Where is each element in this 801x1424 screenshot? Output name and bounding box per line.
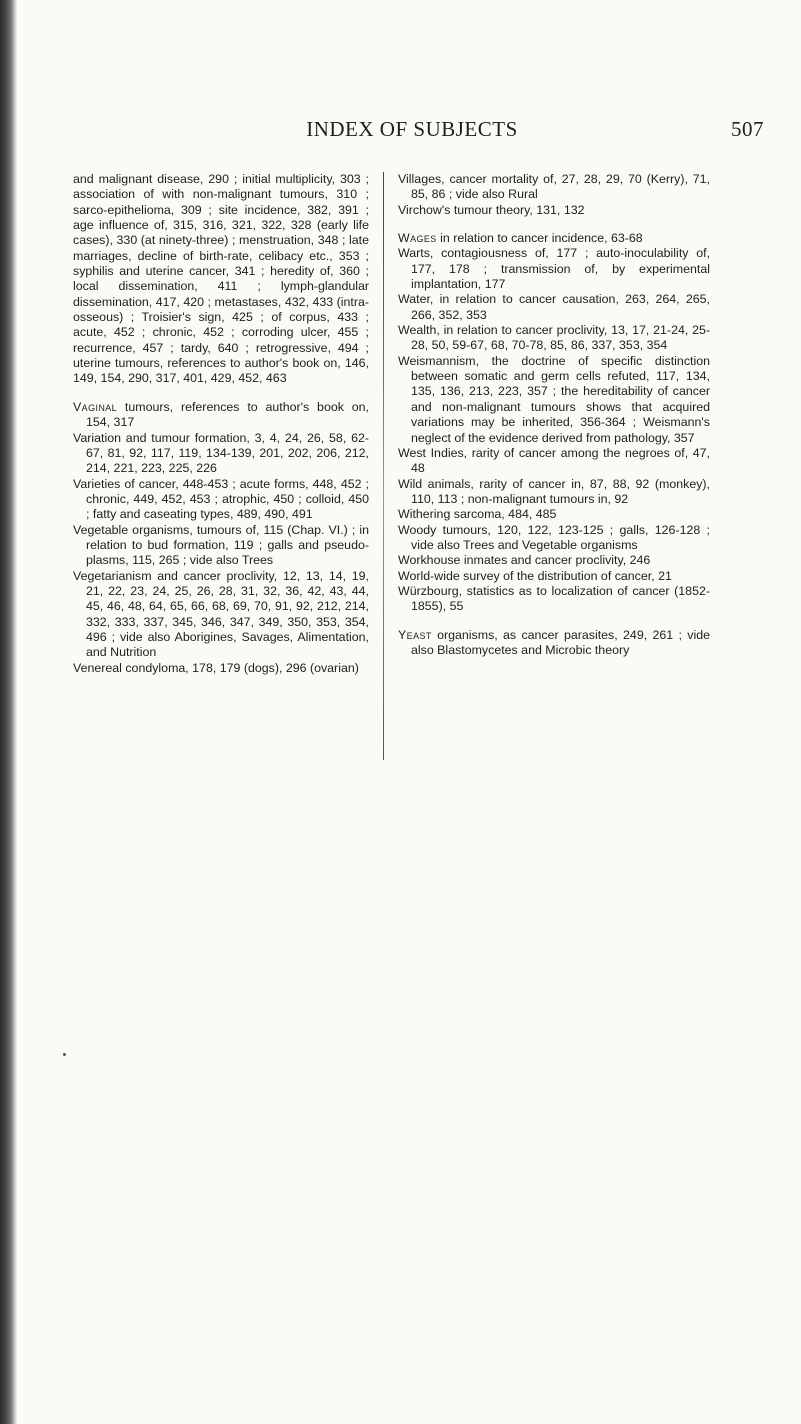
index-entry: Vegetable organisms, tumours of, 115 (Chap. VI.) ; in relation to bud formation, 119 ; galls and pseudo-plasms, 115, 265 ; vide also Trees — [73, 522, 369, 568]
index-entry: Villages, cancer mortality of, 27, 28, 29, 70 (Kerry), 71, 85, 86 ; vide also Rural — [398, 172, 710, 202]
letter-section-head: Yeast — [398, 627, 432, 642]
index-entry: Wealth, in relation to cancer proclivity, 13, 17, 21-24, 25-28, 50, 59-67, 68, 70-78, 85, 86, 337, 353, 354 — [398, 323, 710, 353]
index-column-left — [73, 172, 369, 676]
index-entry: Variation and tumour formation, 3, 4, 24, 26, 58, 62-67, 81, 92, 117, 119, 134-139, 201, 202, 206, 212, 214, 221, 223, 225, 226 — [73, 430, 369, 476]
index-entry: Withering sarcoma, 484, 485 — [398, 507, 557, 522]
index-column-right — [398, 172, 710, 658]
index-entry: Yeast organisms, as cancer parasites, 249, 261 ; vide also Blastomycetes and Microbic theory — [398, 627, 710, 657]
index-entry: and malignant disease, 290 ; initial multiplicity, 303 ; association of with non-malignant tumours, 310 ; sarco-epithelioma, 309 ; site incidence, 382, 391 ; age influence of, 315, 316, 321, 322, 328 (early life cases), 330 (at ninety-three) ; menstruation, 348 ; late marriages, decline of birth-rate, celibacy etc., 353 ; syphilis and uterine cancer, 341 ; heredity of, 360 ; local dissemination, 411 ; lymph-glandular dissemination, 417, 420 ; metastases, 432, 433 (intra-osseous) ; Troisier's sign, 425 ; of corpus, 433 ; acute, 452 ; chronic, 452 ; corroding ulcer, 455 ; recurrence, 457 ; tardy, 640 ; retrogressive, 494 ; uterine tumours, references to author's book on, 146, 149, 154, 290, 317, 401, 429, 452, 463 — [73, 172, 369, 386]
index-entry: Varieties of cancer, 448-453 ; acute forms, 448, 452 ; chronic, 449, 452, 453 ; atrophic, 450 ; colloid, 450 ; fatty and caseating types, 489, 490, 491 — [73, 476, 369, 522]
print-speck — [63, 1053, 66, 1056]
letter-section-head: Vaginal — [73, 399, 118, 414]
index-entry: Workhouse inmates and cancer proclivity, 246 — [398, 553, 651, 568]
page-number: 507 — [731, 117, 764, 141]
index-entry: Venereal condyloma, 178, 179 (dogs), 296 (ovarian) — [73, 660, 359, 675]
index-entry: Woody tumours, 120, 122, 123-125 ; galls, 126-128 ; vide also Trees and Vegetable organisms — [398, 522, 710, 552]
index-entry: Vaginal tumours, references to author's book on, 154, 317 — [73, 399, 369, 430]
index-entry: Water, in relation to cancer causation, 263, 264, 265, 266, 352, 353 — [398, 292, 710, 322]
index-entry: Wild animals, rarity of cancer in, 87, 88, 92 (monkey), 110, 113 ; non-malignant tumours in, 92 — [398, 476, 710, 506]
running-title: INDEX OF SUBJECTS — [306, 117, 518, 141]
column-divider — [383, 172, 384, 760]
index-entry: West Indies, rarity of cancer among the negroes of, 47, 48 — [398, 445, 710, 476]
index-entry: Virchow's tumour theory, 131, 132 — [398, 202, 585, 217]
page-header — [60, 117, 764, 147]
index-entry: Wages in relation to cancer incidence, 63-68 — [398, 231, 643, 246]
page-binding-edge — [0, 0, 17, 1424]
index-entry: Vegetarianism and cancer proclivity, 12, 13, 14, 19, 21, 22, 23, 24, 25, 26, 28, 31, 32, 36, 42, 43, 44, 45, 46, 48, 64, 65, 66, 68, 69, 70, 91, 92, 212, 214, 332, 333, 337, 345, 346, 347, 349, 350, 353, 354, 496 ; vide also Aborigines, Savages, Alimentation, and Nutrition — [73, 568, 369, 660]
index-entry: Weismannism, the doctrine of specific distinction between somatic and germ cells refuted, 117, 134, 135, 136, 213, 223, 357 ; the hereditability of cancer and non-malignant tumours shows that acquired variations may be inherited, 356-364 ; Weismann's neglect of the evidence derived from pathology, 357 — [398, 353, 710, 445]
letter-section-head: Wages — [398, 231, 437, 246]
index-entry: Würzbourg, statistics as to localization of cancer (1852-1855), 55 — [398, 583, 710, 614]
index-entry: Warts, contagiousness of, 177 ; auto-inoculability of, 177, 178 ; transmission of, by experimental implantation, 177 — [398, 246, 710, 292]
index-entry: World-wide survey of the distribution of cancer, 21 — [398, 568, 672, 583]
